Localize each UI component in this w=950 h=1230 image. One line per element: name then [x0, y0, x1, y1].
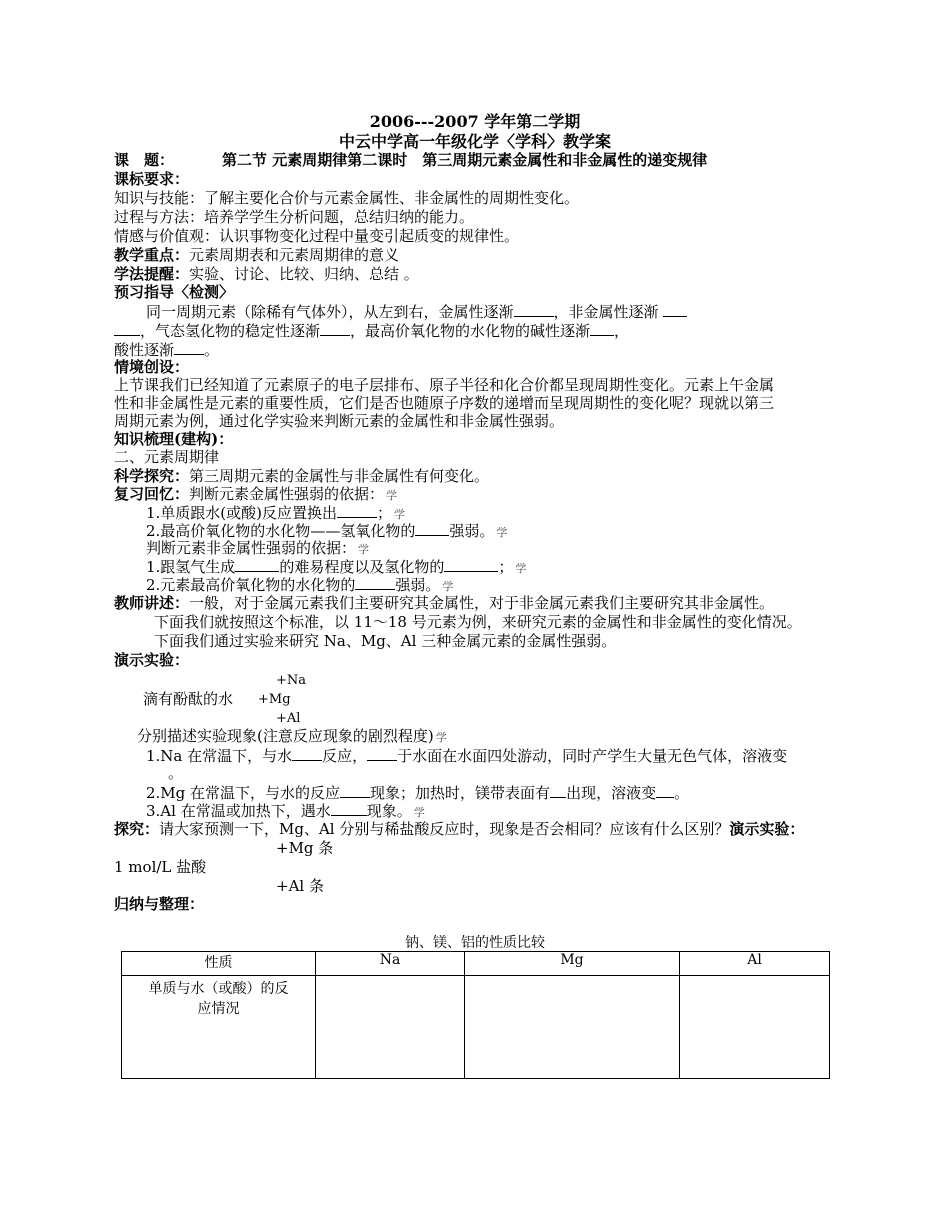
- review-text: 2.最高价氧化物的水化物——氢氧化物的: [146, 522, 416, 540]
- blank: [174, 340, 204, 355]
- topic-text: 第二节 元素周期律第二课时 第三周期元素金属性和非金属性的递变规律: [222, 151, 708, 169]
- review-label: 复习回忆：: [114, 485, 190, 503]
- method-text: 实验、讨论、比较、归纳、总结 。: [189, 265, 419, 283]
- demo-label: 演示实验：: [114, 651, 190, 669]
- review-text: 判断元素金属性强弱的依据：: [189, 485, 385, 503]
- table-cell: [680, 976, 830, 1079]
- review-text: 1.跟氢气生成: [146, 558, 236, 576]
- demo-reagent-na: +Na: [276, 673, 307, 688]
- blank: [367, 746, 397, 761]
- table-cell: [465, 976, 680, 1079]
- blank: [514, 302, 554, 317]
- review-text: 强弱。: [395, 576, 441, 594]
- review-nonmetal-title: [146, 539, 369, 559]
- row-label-cell: [122, 976, 316, 1079]
- demo-text: 1.Na 在常温下，与水: [146, 747, 293, 765]
- requirement-knowledge: 知识与技能：了解主要化合价与元素金属性、非金属性的周期性变化。: [114, 189, 580, 207]
- method-label: 学法提醒：: [114, 265, 190, 283]
- header-cell: 性质: [122, 952, 316, 976]
- requirement-process: 过程与方法：培养学学生分析问题，总结归纳的能力。: [114, 208, 475, 226]
- demo-step-1: [146, 746, 787, 766]
- review-text: 1.单质跟水(或酸)反应置换出: [146, 504, 338, 522]
- preview-text: ，最高价氧化物的水化物的碱性逐渐: [350, 322, 591, 340]
- mark-glyph: 学: [515, 562, 527, 575]
- blank: [656, 783, 674, 798]
- demo-step-1-end: 。: [168, 764, 184, 782]
- demo-text: 于水面在水面四处游动，同时产学生大量无色气体，溶液变: [397, 747, 788, 765]
- demo-step-3: [146, 801, 425, 822]
- requirements-label: 课标要求：: [114, 170, 190, 188]
- review-text: 的难易程度以及氢化物的: [279, 558, 445, 576]
- review-text: 2.元素最高价氧化物的水化物的: [146, 576, 356, 594]
- inquiry-label: 探究：: [114, 820, 160, 838]
- mark-glyph: 学: [394, 508, 406, 521]
- table-cell: [316, 976, 465, 1079]
- focus-text: 元素周期表和元素周期律的意义: [189, 246, 400, 264]
- inquiry-reagent-mg: +Mg 条: [276, 839, 334, 857]
- demo-text: 3.Al 在常温或加热下，遇水: [146, 802, 331, 820]
- knowledge-label: 知识梳理(建构)：: [114, 430, 234, 448]
- demo-water: 滴有酚酞的水: [143, 690, 234, 708]
- requirement-emotion: 情感与价值观：认识事物变化过程中量变引起质变的规律性。: [114, 227, 520, 245]
- blank: [337, 503, 377, 518]
- document-title: 中云中学高一年级化学〈学科〉教学案: [338, 132, 611, 151]
- demo-reagent-al: +Al: [276, 711, 301, 726]
- demo-text: 出现，溶液变: [566, 784, 657, 802]
- teacher-line-1: [114, 594, 774, 613]
- teacher-line-2: 下面我们就按照这个标准，以 11～18 号元素为例，来研究元素的金属性和非金属性的变化情况。: [154, 613, 802, 631]
- preview-line-3: [114, 340, 219, 360]
- preview-text: ，非金属性逐渐: [553, 303, 659, 321]
- row-label-line: 应情况: [197, 1001, 240, 1017]
- review-text: 判断元素非金属性强弱的依据：: [146, 539, 357, 557]
- preview-text: ，: [614, 322, 630, 340]
- comparison-table: [121, 951, 830, 1079]
- scenario-line-3: 周期元素为例，通过化学实验来判断元素的金属性和非金属性强弱。: [114, 412, 565, 430]
- header-cell: Na: [316, 952, 465, 976]
- demo-text: 分别描述实验现象(注意反应现象的剧烈程度): [137, 727, 434, 745]
- science-explore: [114, 467, 489, 486]
- study-method: [114, 265, 419, 284]
- preview-text: 。: [204, 341, 220, 359]
- header-cell: Mg: [465, 952, 680, 976]
- inquiry-reagent-al: +Al 条: [276, 877, 324, 895]
- mark-glyph: 学: [435, 731, 447, 744]
- table-header-row: [122, 952, 830, 976]
- scenario-label: 情境创设：: [114, 358, 190, 376]
- blank: [550, 783, 566, 798]
- focus-label: 教学重点：: [114, 246, 190, 264]
- knowledge-sub: 二、元素周期律: [114, 448, 220, 466]
- mark-glyph: 学: [386, 489, 398, 502]
- blank: [235, 557, 279, 572]
- header-cell: Al: [680, 952, 830, 976]
- teacher-label: 教师讲述：: [114, 594, 190, 612]
- mark-glyph: 学: [496, 526, 508, 539]
- blank: [292, 746, 322, 761]
- preview-text: 酸性逐渐: [114, 341, 175, 359]
- blank: [415, 521, 449, 536]
- blank: [590, 321, 614, 336]
- review-text: ；: [377, 504, 393, 522]
- document-term: 2006---2007 学年第二学期: [369, 112, 581, 131]
- summary-label: 归纳与整理：: [114, 895, 205, 913]
- blank: [444, 557, 498, 572]
- teaching-focus: [114, 246, 399, 265]
- review-heading: [114, 485, 397, 505]
- demo-description: [137, 727, 447, 747]
- demo-text: 现象。: [366, 802, 412, 820]
- blank: [114, 321, 140, 336]
- blank: [320, 321, 350, 336]
- preview-line-2: [114, 321, 629, 341]
- preview-line-1: [146, 302, 687, 322]
- scenario-line-1: 上节课我们已经知道了元素原子的电子层排布、原子半径和化合价都呈现周期性变化。元素上午金属: [114, 376, 775, 394]
- demo-reagent-mg: +Mg: [258, 692, 291, 707]
- demo-text: 反应，: [322, 747, 368, 765]
- preview-text: 同一周期元素（除稀有气体外），从左到右，金属性逐渐: [146, 303, 514, 321]
- blank: [663, 302, 687, 317]
- inquiry-demo-label: 演示实验：: [729, 820, 805, 838]
- blank: [355, 575, 395, 590]
- table-row: [122, 976, 830, 1079]
- mark-glyph: 学: [358, 543, 370, 556]
- review-nonmetal-2: [146, 575, 453, 596]
- demo-text: 现象；加热时，镁带表面有: [370, 784, 551, 802]
- inquiry-text: 请大家预测一下，Mg、Al 分别与稀盐酸反应时，现象是否会相同？应该有什么区别？: [159, 820, 730, 838]
- preview-label: 预习指导〈检测〉: [114, 283, 235, 301]
- review-text: ；: [498, 558, 514, 576]
- demo-text: 。: [674, 784, 690, 802]
- blank: [331, 801, 367, 816]
- mark-glyph: 学: [442, 580, 454, 593]
- demo-text: 2.Mg 在常温下，与水的反应: [146, 784, 341, 802]
- mark-glyph: 学: [413, 806, 425, 819]
- explore-text: 第三周期元素的金属性与非金属性有何变化。: [189, 467, 490, 485]
- demo-step-2: [146, 783, 689, 803]
- topic-label: 课 题：: [114, 151, 175, 169]
- inquiry-acid: 1 mol/L 盐酸: [114, 858, 207, 876]
- review-text: 强弱。: [449, 522, 495, 540]
- table-caption: 钠、镁、铝的性质比较: [405, 935, 545, 951]
- scenario-line-2: 性和非金属性是元素的重要性质，它们是否也随原子序数的递增而呈现周期性的变化呢？现就以第三: [114, 394, 775, 412]
- teacher-line-3: 下面我们通过实验来研究 Na、Mg、Al 三种金属元素的金属性强弱。: [154, 632, 617, 650]
- explore-label: 科学探究：: [114, 467, 190, 485]
- preview-text: ，气态氢化物的稳定性逐渐: [140, 322, 321, 340]
- teacher-text: 一般，对于金属元素我们主要研究其金属性，对于非金属元素我们主要研究其非金属性。: [189, 594, 775, 612]
- row-label-line: 单质与水（或酸）的反: [148, 981, 289, 997]
- inquiry-line: [114, 820, 804, 839]
- blank: [340, 783, 370, 798]
